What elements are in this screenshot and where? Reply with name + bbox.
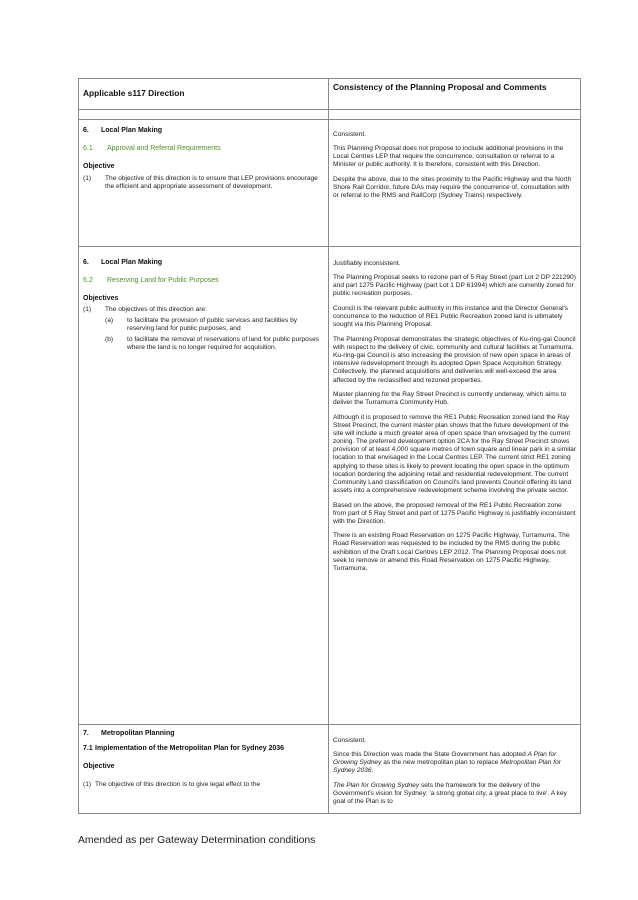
objective-label: Objective <box>83 163 115 171</box>
table-header-row <box>79 79 581 110</box>
table-row <box>79 725 581 814</box>
comment-paragraph: The Planning Proposal seeks to rezone part of 5 Ray Street (part Lot 2 DP 221290) and part 1275 Pacific Highway (part Lot 1 DP 61994) which are currently zoned for public recreation purposes. <box>333 274 576 298</box>
header-direction: Applicable s117 Direction <box>83 88 185 98</box>
objective-label: Objective <box>83 763 115 771</box>
table-row <box>79 120 581 247</box>
direction-cell-6-1 <box>79 120 329 247</box>
s117-direction-table <box>78 78 581 814</box>
comment-paragraph: Based on the above, the proposed removal of the RE1 Public Recreation zone from part of 5 Ray Street and part of 1275 Pacific Highway is justifiably inconsistent with the Direction. <box>333 501 576 525</box>
comment-paragraph: Since this Direction was made the State Government has adopted A Plan for Growing Sydney as the new metropolitan plan to replace Metropolitan Plan for Sydney 2036. <box>333 751 561 775</box>
section-heading: 7. Metropolitan Planning <box>83 730 175 737</box>
table-row <box>79 247 581 725</box>
comment-cell-7-1 <box>329 725 581 814</box>
comment-paragraph: This Planning Proposal does not propose to include additional provisions in the Local Centres LEP that require the concurrence, consultation or referral to a Minister or public authority. It is therefore, consistent with this Direction. <box>333 145 564 169</box>
subsection-heading: 7.1 Implementation of the Metropolitan Plan for Sydney 2036 <box>83 745 285 753</box>
comment-paragraph: Master planning for the Ray Street Precinct is currently underway, which aims to deliver the Turramurra Community Hub. <box>333 391 567 407</box>
comment-paragraph: The Planning Proposal demonstrates the strategic objectives of Ku-ring-gai Council with respect to the delivery of civic, community and cultural facilities at Turramurra. Ku-ring-gai Council is also increasing the provision of new open space in areas of intensive redevelopment through its adopted Open Space Acquisition Strategy. Collectively, the planned acquisitions and deliveries will well-exceed the area affected by the reclassified and rezoned properties. <box>333 336 576 384</box>
header-consistency: Consistency of the Planning Proposal and Comments <box>333 82 547 92</box>
comment-cell-6-1 <box>329 120 581 247</box>
comment-paragraph: There is an existing Road Reservation on 1275 Pacific Highway, Turramurra. The Road Reservation was requested to be included by the RMS during the public exhibition of the Draft Local Centres LEP 2012. The Planning Proposal does not seek to remove or amend this Road Reservation on 1275 Pacific Highway, Turramurra. <box>333 532 570 572</box>
comment-paragraph: Although it is proposed to remove the RE1 Public Recreation zoned land the Ray Street Precinct, the current master plan shows that the future development of the site will include a much greater area of open space than envisaged by the current zoning. The preferred development option 2CA for the Ray Street Precinct shows provision of at least 4,000 square metres of town square and linear park in a similar location to that envisaged in the Local Centres LEP. The current strict RE1 zoning applying to these sites is likely to prevent locating the open space in the optimum location bordering the adjoining retail and residential redevelopment. The current Community Land classification on Council's land prevents Council offering its land assets into a comprehensive redevelopment scheme involving the private sector. <box>333 413 576 494</box>
comment-cell-6-2 <box>329 247 581 725</box>
section-heading: 6. Local Plan Making <box>83 127 163 134</box>
status-text: Consistent. <box>333 736 366 744</box>
header-cell-direction <box>79 79 329 110</box>
subsection-heading: 6.2 Reserving Land for Public Purposes <box>83 277 219 285</box>
objectives-label: Objectives <box>83 295 119 303</box>
objective-subitem: (b) to facilitate the removal of reservations of land for public purposes where the land is no longer required for acquisition. <box>105 335 320 351</box>
objective-item: (1) The objective of this direction is to give legal effect to the <box>83 781 261 789</box>
status-text: Justifiably inconsistent. <box>333 259 401 267</box>
subsection-heading: 6.1 Approval and Referral Requirements <box>83 145 221 153</box>
direction-cell-6-2 <box>79 247 329 725</box>
objective-item: (1) The objective of this direction is to ensure that LEP provisions encourage the efficient and appropriate assessment of development. <box>83 175 318 191</box>
header-cell-consistency <box>329 79 581 110</box>
section-heading: 6. Local Plan Making <box>83 259 163 266</box>
comment-paragraph: Despite the above, due to the sites proximity to the Pacific Highway and the North Shore Rail Corridor, future DAs may require the concurrence of, consultation with or referral to the RMS and RailCorp (Sydney Trains) respectively. <box>333 176 572 200</box>
status-text: Consistent. <box>333 130 366 138</box>
objective-subitem: (a) to facilitate the provision of public services and facilities by reserving land for public purposes, and <box>105 317 298 333</box>
comment-paragraph: Council is the relevant public authority in this instance and the Director General's concurrence to the reduction of RE1 Public Recreation zoned land is ultimately sought via this Planning Proposal. <box>333 305 569 329</box>
direction-cell-7-1 <box>79 725 329 814</box>
spacer-row <box>79 110 581 120</box>
comment-paragraph: The Plan for Growing Sydney sets the framework for the delivery of the Government's vision for Sydney: 'a strong global city, a great place to live'. A key goal of the Plan is to <box>333 782 567 806</box>
amendment-caption: Amended as per Gateway Determination conditions <box>78 835 316 846</box>
objective-item: (1) The objectives of this direction are: <box>83 306 207 314</box>
